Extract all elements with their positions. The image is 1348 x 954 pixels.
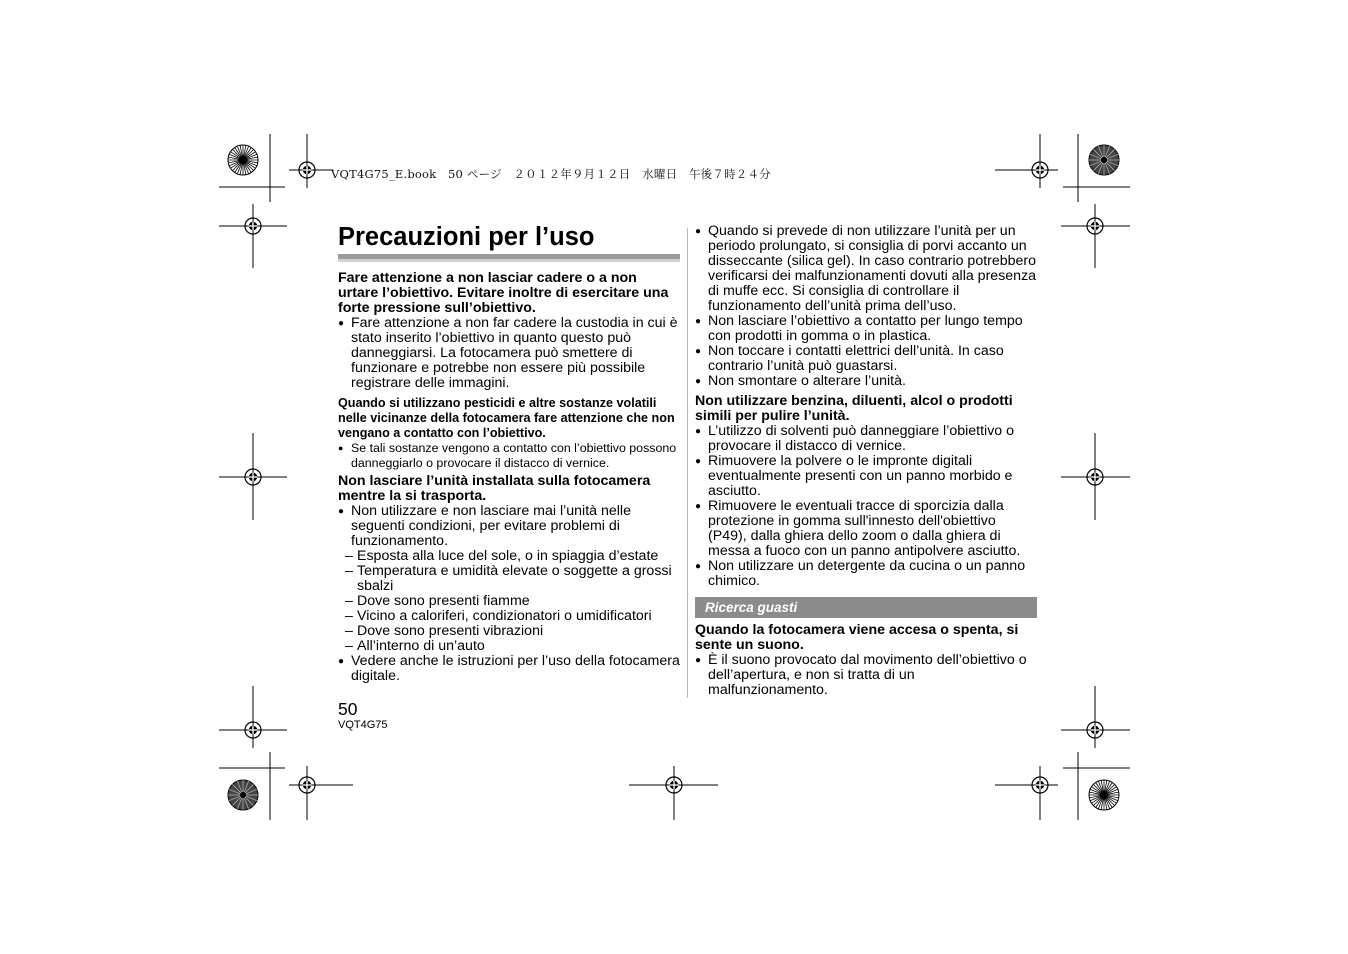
- print-header: VQT4G75_E.book 50 ページ ２０１２年９月１２日 水曜日 午後７時２４分: [331, 167, 771, 181]
- section-heading: Non lasciare l’unità installata sulla fotocamera mentre la si trasporta.: [338, 473, 651, 504]
- dash-item: – Temperatura e umidità elevate o soggette a grossi sbalzi: [338, 564, 680, 594]
- bullet-item: ● Non utilizzare e non lasciare mai l’unità nelle seguenti condizioni, per evitare problemi di funzionamento.: [338, 504, 680, 549]
- section-heading: Quando si utilizzano pesticidi e altre sostanze volatili nelle vicinanze della fotocamera fare attenzione che non vengano a contatto con l’obiettivo.: [338, 396, 675, 440]
- column-divider: [687, 228, 688, 698]
- bullet-item: ● Non lasciare l’obiettivo a contatto per lungo tempo con prodotti in gomma o in plastica.: [695, 314, 1037, 344]
- bullet-item: ● Rimuovere le eventuali tracce di sporcizia dalla protezione in gomma sull'innesto dell'obiettivo (P49), dalla ghiera dello zoom o dalla ghiera di messa a fuoco con un panno antipolvere asciutto.: [695, 499, 1037, 559]
- section-heading: Quando la fotocamera viene accesa o spenta, si sente un suono.: [695, 622, 1019, 653]
- dash-item: – Vicino a caloriferi, condizionatori o umidificatori: [338, 609, 680, 624]
- section-bar-troubleshooting: Ricerca guasti: [695, 597, 1037, 618]
- right-column: [695, 224, 1037, 698]
- bullet-item: ● Non smontare o alterare l’unità.: [695, 374, 1037, 389]
- section-heading: Non utilizzare benzina, diluenti, alcol o prodotti simili per pulire l’unità.: [695, 393, 1013, 424]
- bullet-item: ● Non utilizzare un detergente da cucina o un panno chimico.: [695, 559, 1037, 589]
- bullet-item: ● È il suono provocato dal movimento dell’obiettivo o dell’apertura, e non si tratta di un malfunzionamento.: [695, 653, 1037, 698]
- bullet-item: ● Quando si prevede di non utilizzare l’unità per un periodo prolungato, si consiglia di porvi accanto un disseccante (silica gel). In caso contrario potrebbero verificarsi dei malfunzionamenti dovuti alla presenza di muffe ecc. Si consiglia di controllare il funzionamento dell’unità prima dell’uso.: [695, 224, 1037, 314]
- dash-item: – Dove sono presenti fiamme: [338, 594, 680, 609]
- left-column: [338, 222, 680, 684]
- section-heading: Fare attenzione a non lasciar cadere o a non urtare l’obiettivo. Evitare inoltre di esercitare una forte pressione sull’obiettivo.: [338, 270, 669, 316]
- dash-item: – All’interno di un’auto: [338, 639, 680, 654]
- page-title: Precauzioni per l’uso: [338, 223, 595, 251]
- model-code: VQT4G75: [338, 719, 388, 731]
- bullet-item: ● Se tali sostanze vengono a contatto con l’obiettivo possono danneggiarlo o provocare il distacco di vernice.: [338, 441, 680, 471]
- title-rule: [338, 254, 680, 262]
- bullet-item: ● Rimuovere la polvere o le impronte digitali eventualmente presenti con un panno morbido e asciutto.: [695, 454, 1037, 499]
- bullet-item: ● L’utilizzo di solventi può danneggiare l’obiettivo o provocare il distacco di vernice.: [695, 424, 1037, 454]
- bullet-item: ● Fare attenzione a non far cadere la custodia in cui è stato inserito l’obiettivo in quanto questo può danneggiarsi. La fotocamera può smettere di funzionare e potrebbe non essere più possibile registrare delle immagini.: [338, 316, 680, 391]
- dash-item: – Esposta alla luce del sole, o in spiaggia d’estate: [338, 549, 680, 564]
- dash-item: – Dove sono presenti vibrazioni: [338, 624, 680, 639]
- bullet-item: ● Non toccare i contatti elettrici dell’unità. In caso contrario l’unità può guastarsi.: [695, 344, 1037, 374]
- bullet-item: ● Vedere anche le istruzioni per l’uso della fotocamera digitale.: [338, 654, 680, 684]
- page-number: 50: [338, 699, 358, 719]
